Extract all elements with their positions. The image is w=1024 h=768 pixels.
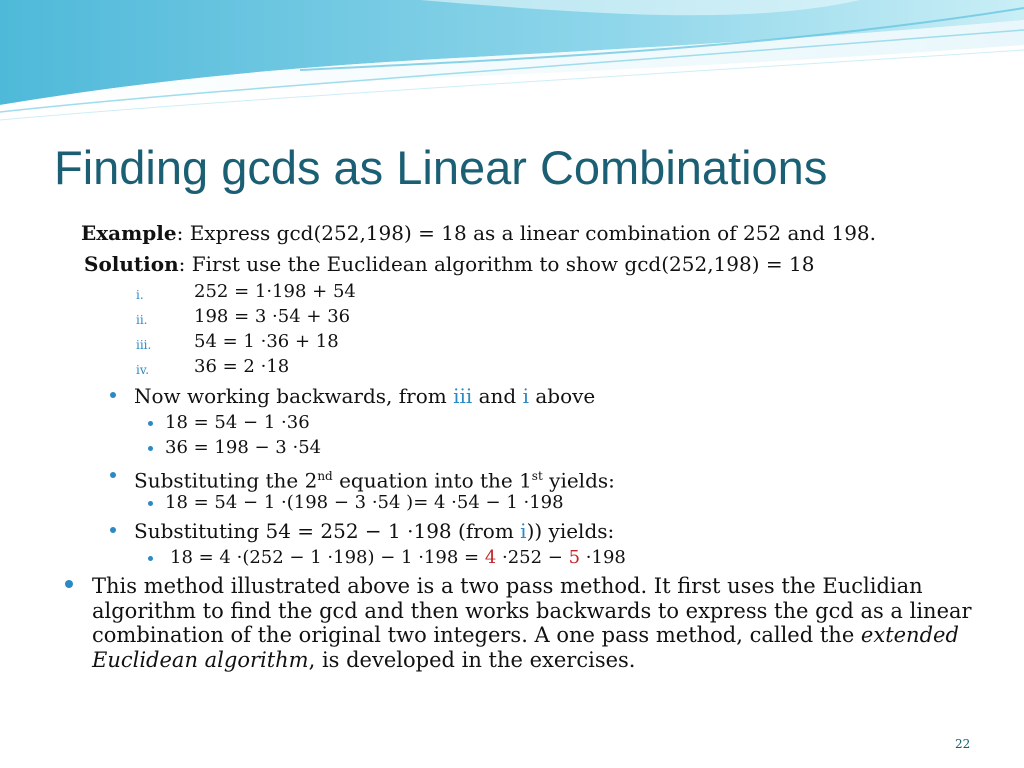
bullet-icon xyxy=(110,527,116,533)
example-text: : Express gcd(252,198) = 18 as a linear combination of 252 and 198. xyxy=(176,221,876,245)
substitution-1-equation: 18 = 54 − 1 ·(198 − 3 ·54 )= 4 ·54 − 1 ·198 xyxy=(165,492,564,513)
bullet-icon xyxy=(110,392,116,398)
step-number-4: iv. xyxy=(136,363,150,377)
step-equation-3: 54 = 1 ·36 + 18 xyxy=(194,331,339,352)
step-number-3: iii. xyxy=(136,338,152,352)
step-equation-2: 198 = 3 ·54 + 36 xyxy=(194,306,351,327)
header-wave-decoration xyxy=(0,0,1024,130)
method-paragraph: This method illustrated above is a two pass method. It first uses the Euclidian algorithm to find the gcd and then works backwards to express the gcd as a linear combination of the original two integers. A one pass method, called the extended Euclidean algorithm, is developed in the exercises. xyxy=(92,574,972,672)
sub-bullet-icon xyxy=(148,501,153,506)
sub-bullet-icon xyxy=(148,421,153,426)
step-equation-1: 252 = 1·198 + 54 xyxy=(194,281,356,302)
step-equation-4: 36 = 2 ·18 xyxy=(194,356,290,377)
slide-title: Finding gcds as Linear Combinations xyxy=(54,141,828,194)
back-equation-1: 18 = 54 − 1 ·36 xyxy=(165,412,310,433)
substitution-2-text: Substituting 54 = 252 − 1 ·198 (from i)) yields: xyxy=(134,519,615,543)
backwards-text: Now working backwards, from iii and i above xyxy=(134,384,596,408)
substitution-2-equation: 18 = 4 ·(252 − 1 ·198) − 1 ·198 = 4 ·252 − 5 ·198 xyxy=(170,547,626,568)
back-equation-2: 36 = 198 − 3 ·54 xyxy=(165,437,322,458)
substitution-1-text: Substituting the 2nd equation into the 1st yields: xyxy=(134,468,615,493)
solution-label: Solution xyxy=(84,252,179,276)
bullet-icon xyxy=(110,472,116,478)
step-number-2: ii. xyxy=(136,313,148,327)
example-line xyxy=(81,221,876,245)
sub-bullet-icon xyxy=(148,556,153,561)
sub-bullet-icon xyxy=(148,446,153,451)
page-number: 22 xyxy=(955,737,971,751)
solution-text: : First use the Euclidean algorithm to show gcd(252,198) = 18 xyxy=(178,252,815,276)
bullet-icon xyxy=(65,580,73,588)
step-number-1: i. xyxy=(136,288,144,302)
example-label: Example xyxy=(81,221,177,245)
solution-line xyxy=(84,252,814,276)
